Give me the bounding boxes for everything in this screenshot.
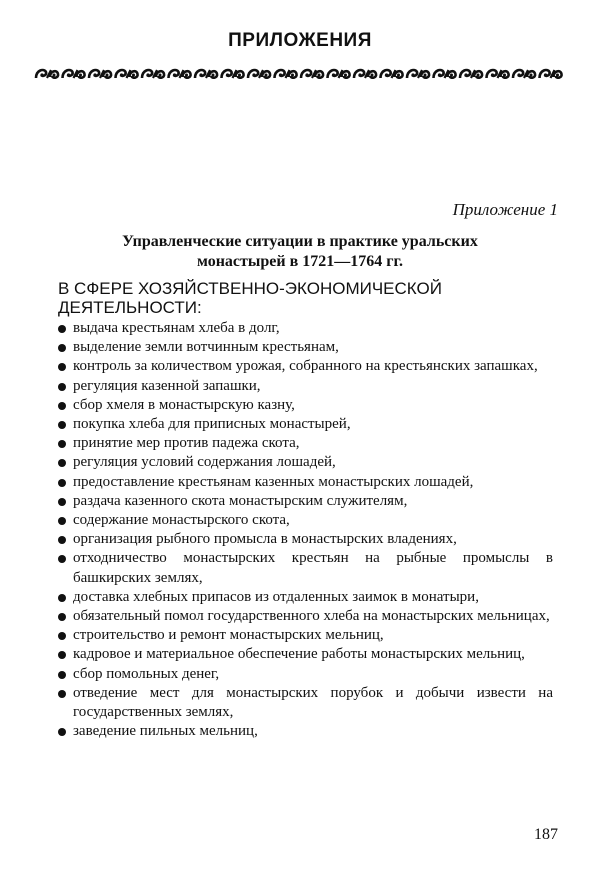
list-item-text: обязательный помол государственного хлеба на монастырских мельницах, (73, 608, 550, 625)
bullet-dot-icon (58, 383, 66, 391)
bullet-dot-icon (58, 651, 66, 659)
list-item-text: доставка хлебных припасов из отдаленных заимок в монатыри, (73, 588, 479, 605)
list-item-text: выдача крестьянам хлеба в долг, (73, 320, 280, 336)
list-item (58, 473, 553, 492)
bullet-dot-icon (58, 344, 66, 352)
list-item (58, 434, 553, 453)
list-item-text: регуляция условий содержания лошадей, (73, 454, 336, 471)
list-item (58, 645, 553, 664)
list-item (58, 607, 553, 626)
bullet-dot-icon (58, 440, 66, 448)
list-item (58, 511, 553, 530)
list-item (58, 453, 553, 472)
list-item-text: регуляция казенной запашки, (73, 377, 261, 394)
list-item-text: сбор помольных денег, (73, 665, 220, 682)
bullet-dot-icon (58, 613, 66, 621)
list-item (58, 665, 553, 684)
bullet-dot-icon (58, 402, 66, 410)
list-item-text: раздача казенного скота монастырским служителям, (73, 492, 408, 509)
list-item (58, 377, 553, 396)
list-item-text: организация рыбного промысла в монастырских владениях, (73, 531, 457, 548)
list-item-text: сбор хмеля в монастырскую казну, (73, 396, 295, 413)
bullet-dot-icon (58, 498, 66, 506)
bullet-dot-icon (58, 479, 66, 487)
list-item (58, 626, 553, 645)
activity-list (58, 319, 553, 741)
ornament-border-icon (34, 66, 564, 82)
bullet-dot-icon (58, 555, 66, 563)
bullet-dot-icon (58, 594, 66, 602)
list-item-text: отведение мест для монастырских порубок и добычи извести на государственных землях, (73, 684, 553, 721)
list-item-text: отходничество монастырских крестьян на рыбные промыслы в башкирских землях, (73, 550, 553, 586)
list-item-text: выделение земли вотчинным крестьянам, (73, 339, 339, 356)
list-item-text: кадровое и материальное обеспечение работы монастырских мельниц, (73, 646, 525, 663)
bullet-dot-icon (58, 517, 66, 525)
bullet-dot-icon (58, 459, 66, 467)
section-title (0, 232, 600, 272)
list-item-text: принятие мер против падежа скота, (73, 435, 300, 452)
bullet-dot-icon (58, 363, 66, 371)
subheading-line: ДЕЯТЕЛЬНОСТИ: (58, 298, 202, 317)
list-item (58, 722, 553, 741)
bullet-dot-icon (58, 728, 66, 736)
list-item (58, 492, 553, 511)
bullet-dot-icon (58, 690, 66, 698)
list-item-text: строительство и ремонт монастырских мельниц, (73, 627, 384, 644)
list-item-text: покупка хлеба для приписных монастырей, (73, 416, 351, 433)
page-number: 187 (534, 826, 558, 843)
list-item (58, 588, 553, 607)
list-item (58, 684, 553, 722)
list-item (58, 549, 553, 587)
list-item-text: заведение пильных мельниц, (73, 723, 258, 740)
subheading (58, 279, 558, 317)
list-item (58, 319, 553, 338)
subheading-line: В СФЕРЕ ХОЗЯЙСТВЕННО-ЭКОНОМИЧЕСКОЙ (58, 279, 442, 298)
section-title-line: монастырей в 1721—1764 гг. (197, 253, 403, 270)
page-title: ПРИЛОЖЕНИЯ (228, 30, 372, 51)
list-item-text: контроль за количеством урожая, собранного на крестьянских запашках, (73, 358, 538, 375)
bullet-dot-icon (58, 632, 66, 640)
bullet-dot-icon (58, 421, 66, 429)
list-item (58, 338, 553, 357)
bullet-dot-icon (58, 536, 66, 544)
list-item (58, 415, 553, 434)
appendix-label: Приложение 1 (452, 200, 558, 219)
bullet-dot-icon (58, 671, 66, 679)
list-item (58, 396, 553, 415)
list-item (58, 357, 553, 376)
bullet-dot-icon (58, 325, 66, 333)
section-title-line: Управленческие ситуации в практике уральских (122, 233, 478, 250)
list-item (58, 530, 553, 549)
list-item-text: предоставление крестьянам казенных монастырских лошадей, (73, 473, 474, 490)
list-item-text: содержание монастырского скота, (73, 512, 290, 529)
